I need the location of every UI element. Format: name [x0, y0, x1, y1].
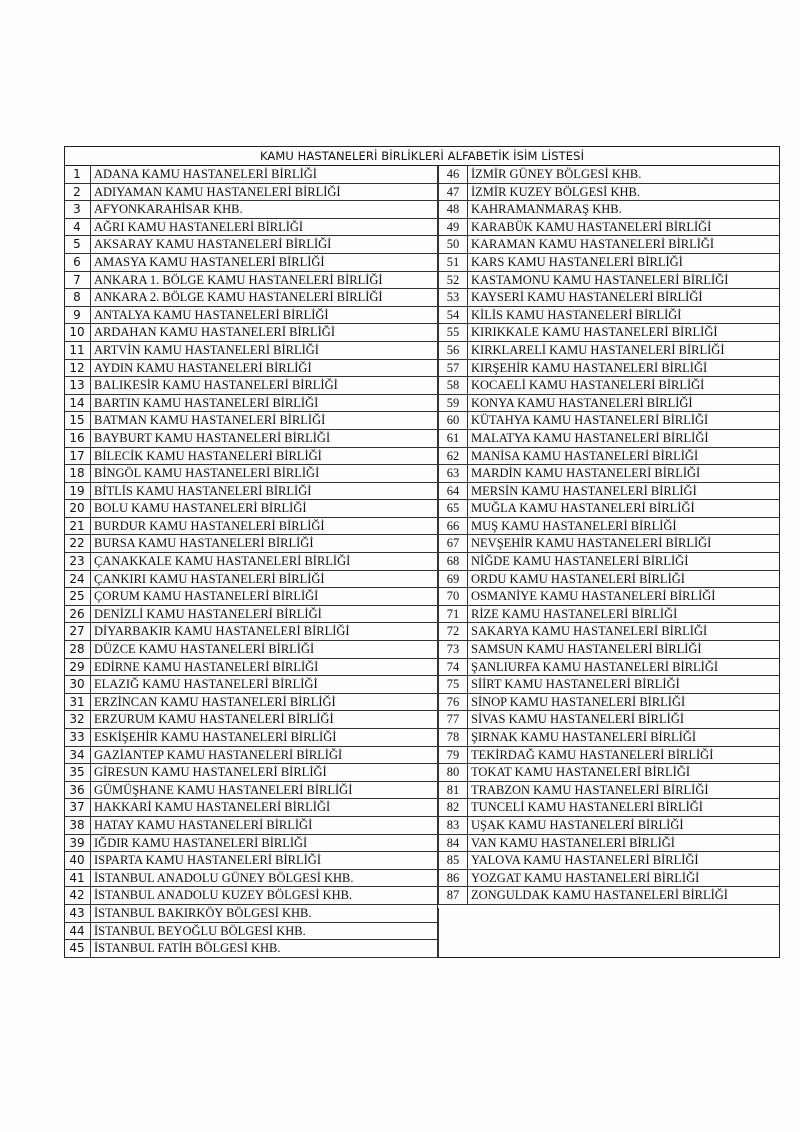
row-number: 13: [64, 377, 91, 394]
table-row: [64, 764, 438, 782]
row-number: 76: [439, 694, 468, 711]
union-name: BİLECİK KAMU HASTANELERİ BİRLİĞİ: [94, 448, 322, 463]
table-row: [438, 342, 780, 360]
table-row: [438, 412, 780, 430]
row-number: 64: [439, 483, 468, 500]
table-row: [438, 289, 780, 307]
union-name: ÇANKIRI KAMU HASTANELERİ BİRLİĞİ: [94, 571, 325, 586]
table-row: [438, 641, 780, 659]
table-row: [64, 184, 438, 202]
table-row: [64, 940, 438, 958]
row-number: 74: [439, 659, 468, 676]
union-name: KAYSERİ KAMU HASTANELERİ BİRLİĞİ: [471, 290, 703, 305]
table-row: [438, 588, 780, 606]
row-number: 80: [439, 764, 468, 781]
table-row: [438, 465, 780, 483]
table-row: [64, 272, 438, 290]
table-row: [438, 835, 780, 853]
row-number: 47: [439, 184, 468, 201]
table-row: [64, 852, 438, 870]
table-row: [64, 747, 438, 765]
row-number: 37: [64, 799, 91, 816]
row-number: 27: [64, 623, 91, 640]
row-number: 12: [64, 360, 91, 377]
union-name: ORDU KAMU HASTANELERİ BİRLİĞİ: [471, 571, 685, 586]
union-name: KIRŞEHİR KAMU HASTANELERİ BİRLİĞİ: [471, 360, 708, 375]
row-number: 16: [64, 430, 91, 447]
union-name: OSMANİYE KAMU HASTANELERİ BİRLİĞİ: [471, 589, 716, 604]
row-number: 56: [439, 342, 468, 359]
row-number: 17: [64, 448, 91, 465]
table-row: [64, 571, 438, 589]
table-row: [64, 641, 438, 659]
union-name: IĞDIR KAMU HASTANELERİ BİRLİĞİ: [94, 835, 308, 850]
union-name: BURDUR KAMU HASTANELERİ BİRLİĞİ: [94, 518, 325, 533]
union-name: İSTANBUL BAKIRKÖY BÖLGESİ KHB.: [94, 905, 312, 920]
row-number: 25: [64, 588, 91, 605]
union-name: TRABZON KAMU HASTANELERİ BİRLİĞİ: [471, 782, 709, 797]
row-number: 10: [64, 324, 91, 341]
table-row: [438, 535, 780, 553]
table-row: [438, 764, 780, 782]
table-row: [64, 535, 438, 553]
table-row: [64, 694, 438, 712]
table-row: [438, 201, 780, 219]
row-number: 8: [64, 289, 91, 306]
row-number: 42: [64, 887, 91, 904]
union-name: AFYONKARAHİSAR KHB.: [94, 202, 243, 217]
row-number: 32: [64, 711, 91, 728]
table-row: [64, 659, 438, 677]
row-number: 7: [64, 272, 91, 289]
row-number: 87: [439, 887, 468, 904]
row-number: 65: [439, 500, 468, 517]
union-name: GİRESUN KAMU HASTANELERİ BİRLİĞİ: [94, 765, 327, 780]
row-number: 26: [64, 606, 91, 623]
table-row: [438, 448, 780, 466]
row-number: 69: [439, 571, 468, 588]
table-row: [438, 360, 780, 378]
table-row: [64, 289, 438, 307]
row-number: 55: [439, 324, 468, 341]
row-number: 15: [64, 412, 91, 429]
table-row: [64, 236, 438, 254]
row-number: 82: [439, 799, 468, 816]
row-number: 46: [439, 166, 468, 183]
table-row: [438, 166, 780, 184]
row-number: 28: [64, 641, 91, 658]
union-name: BİNGÖL KAMU HASTANELERİ BİRLİĞİ: [94, 466, 320, 481]
union-name: ERZURUM KAMU HASTANELERİ BİRLİĞİ: [94, 712, 334, 727]
row-number: 45: [64, 940, 91, 957]
row-number: 61: [439, 430, 468, 447]
row-number: 83: [439, 817, 468, 834]
table-row: [64, 430, 438, 448]
union-name: ANKARA 2. BÖLGE KAMU HASTANELERİ BİRLİĞİ: [94, 290, 383, 305]
union-name: ANKARA 1. BÖLGE KAMU HASTANELERİ BİRLİĞİ: [94, 272, 383, 287]
table-row: [64, 905, 438, 923]
row-number: 33: [64, 729, 91, 746]
table-row: [64, 729, 438, 747]
union-name: SİNOP KAMU HASTANELERİ BİRLİĞİ: [471, 694, 686, 709]
table-row: [438, 307, 780, 325]
union-name: MUĞLA KAMU HASTANELERİ BİRLİĞİ: [471, 501, 695, 516]
row-number: 44: [64, 923, 91, 940]
row-number: 18: [64, 465, 91, 482]
table-row: [64, 606, 438, 624]
row-number: 72: [439, 623, 468, 640]
row-number: 3: [64, 201, 91, 218]
table-row: [438, 377, 780, 395]
row-number: 34: [64, 747, 91, 764]
table-row: [438, 518, 780, 536]
union-name: ZONGULDAK KAMU HASTANELERİ BİRLİĞİ: [471, 888, 728, 903]
table-row: [438, 219, 780, 237]
row-number: 9: [64, 307, 91, 324]
row-number: 75: [439, 676, 468, 693]
union-name: AĞRI KAMU HASTANELERİ BİRLİĞİ: [94, 219, 304, 234]
table-row: [438, 747, 780, 765]
row-number: 35: [64, 764, 91, 781]
row-number: 84: [439, 835, 468, 852]
row-number: 40: [64, 852, 91, 869]
union-name: NİĞDE KAMU HASTANELERİ BİRLİĞİ: [471, 554, 689, 569]
union-name: ADANA KAMU HASTANELERİ BİRLİĞİ: [94, 167, 317, 181]
table-row: [64, 518, 438, 536]
table-row: [438, 606, 780, 624]
row-number: 50: [439, 236, 468, 253]
union-name: MARDİN KAMU HASTANELERİ BİRLİĞİ: [471, 466, 701, 481]
table-row: [64, 500, 438, 518]
union-name: AMASYA KAMU HASTANELERİ BİRLİĞİ: [94, 254, 325, 269]
row-number: 14: [64, 395, 91, 412]
row-number: 24: [64, 571, 91, 588]
union-name: KASTAMONU KAMU HASTANELERİ BİRLİĞİ: [471, 272, 729, 287]
union-name: EDİRNE KAMU HASTANELERİ BİRLİĞİ: [94, 659, 319, 674]
table-row: [438, 184, 780, 202]
union-name: İSTANBUL ANADOLU KUZEY BÖLGESİ KHB.: [94, 888, 353, 903]
table-row: [64, 166, 438, 184]
table-row: [438, 729, 780, 747]
table-row: [438, 659, 780, 677]
union-name: MUŞ KAMU HASTANELERİ BİRLİĞİ: [471, 518, 677, 533]
union-name: KÜTAHYA KAMU HASTANELERİ BİRLİĞİ: [471, 413, 709, 428]
row-number: 19: [64, 483, 91, 500]
union-name: TUNCELİ KAMU HASTANELERİ BİRLİĞİ: [471, 800, 703, 815]
table-row: [64, 835, 438, 853]
row-number: 63: [439, 465, 468, 482]
right-column: [438, 166, 780, 905]
union-name: TOKAT KAMU HASTANELERİ BİRLİĞİ: [471, 765, 691, 780]
table-row: [64, 219, 438, 237]
table-row: [438, 870, 780, 888]
union-name: BURSA KAMU HASTANELERİ BİRLİĞİ: [94, 536, 314, 551]
union-name: RİZE KAMU HASTANELERİ BİRLİĞİ: [471, 606, 678, 621]
row-number: 41: [64, 870, 91, 887]
union-name: İSTANBUL BEYOĞLU BÖLGESİ KHB.: [94, 923, 306, 938]
row-number: 5: [64, 236, 91, 253]
union-name: ŞANLIURFA KAMU HASTANELERİ BİRLİĞİ: [471, 659, 719, 674]
table-row: [438, 236, 780, 254]
union-name: BATMAN KAMU HASTANELERİ BİRLİĞİ: [94, 413, 326, 428]
row-number: 53: [439, 289, 468, 306]
union-name: ARDAHAN KAMU HASTANELERİ BİRLİĞİ: [94, 325, 335, 340]
table-row: [64, 465, 438, 483]
union-name: UŞAK KAMU HASTANELERİ BİRLİĞİ: [471, 817, 684, 832]
union-name: KONYA KAMU HASTANELERİ BİRLİĞİ: [471, 395, 693, 410]
union-name: KARS KAMU HASTANELERİ BİRLİĞİ: [471, 254, 683, 269]
union-name: KAHRAMANMARAŞ KHB.: [471, 202, 622, 217]
row-number: 38: [64, 817, 91, 834]
row-number: 48: [439, 201, 468, 218]
union-name: KOCAELİ KAMU HASTANELERİ BİRLİĞİ: [471, 378, 705, 393]
union-name: BALIKESİR KAMU HASTANELERİ BİRLİĞİ: [94, 378, 338, 393]
table-row: [438, 623, 780, 641]
table-row: [64, 817, 438, 835]
table-row: [64, 799, 438, 817]
table-row: [64, 588, 438, 606]
row-number: 70: [439, 588, 468, 605]
table-row: [64, 923, 438, 941]
union-name: ÇANAKKALE KAMU HASTANELERİ BİRLİĞİ: [94, 554, 351, 569]
row-number: 2: [64, 184, 91, 201]
table-row: [438, 852, 780, 870]
row-number: 31: [64, 694, 91, 711]
union-name: MERSİN KAMU HASTANELERİ BİRLİĞİ: [471, 483, 697, 498]
table-row: [438, 254, 780, 272]
union-name: GAZİANTEP KAMU HASTANELERİ BİRLİĞİ: [94, 747, 343, 762]
row-number: 60: [439, 412, 468, 429]
list-title: KAMU HASTANELERİ BİRLİKLERİ ALFABETİK İSİM LİSTESİ: [259, 149, 585, 163]
union-name: YALOVA KAMU HASTANELERİ BİRLİĞİ: [471, 853, 699, 868]
table-row: [64, 483, 438, 501]
row-number: 23: [64, 553, 91, 570]
union-name: AKSARAY KAMU HASTANELERİ BİRLİĞİ: [94, 237, 332, 252]
table-row: [438, 817, 780, 835]
union-name: ÇORUM KAMU HASTANELERİ BİRLİĞİ: [94, 589, 319, 604]
union-name: GÜMÜŞHANE KAMU HASTANELERİ BİRLİĞİ: [94, 782, 353, 797]
row-number: 30: [64, 676, 91, 693]
table-row: [64, 623, 438, 641]
union-name: HATAY KAMU HASTANELERİ BİRLİĞİ: [94, 817, 313, 832]
row-number: 36: [64, 782, 91, 799]
union-name: İSTANBUL ANADOLU GÜNEY BÖLGESİ KHB.: [94, 870, 354, 885]
row-number: 78: [439, 729, 468, 746]
row-number: 6: [64, 254, 91, 271]
table-row: [438, 553, 780, 571]
union-name: MALATYA KAMU HASTANELERİ BİRLİĞİ: [471, 430, 709, 445]
row-number: 73: [439, 641, 468, 658]
union-name: KİLİS KAMU HASTANELERİ BİRLİĞİ: [471, 307, 682, 322]
row-number: 22: [64, 535, 91, 552]
union-name: ELAZIĞ KAMU HASTANELERİ BİRLİĞİ: [94, 677, 318, 692]
left-column: [64, 166, 438, 958]
row-number: 71: [439, 606, 468, 623]
table-row: [438, 887, 780, 905]
table-row: [64, 448, 438, 466]
union-name: SİVAS KAMU HASTANELERİ BİRLİĞİ: [471, 712, 685, 727]
row-number: 29: [64, 659, 91, 676]
table-row: [438, 324, 780, 342]
row-number: 51: [439, 254, 468, 271]
table-row: [438, 799, 780, 817]
table-row: [64, 377, 438, 395]
union-name: SAKARYA KAMU HASTANELERİ BİRLİĞİ: [471, 624, 708, 639]
row-number: 85: [439, 852, 468, 869]
table-row: [438, 782, 780, 800]
union-name: VAN KAMU HASTANELERİ BİRLİĞİ: [471, 835, 675, 850]
row-number: 43: [64, 905, 91, 922]
table-row: [438, 711, 780, 729]
table-row: [64, 201, 438, 219]
union-name: SİİRT KAMU HASTANELERİ BİRLİĞİ: [471, 677, 680, 692]
union-name: KIRIKKALE KAMU HASTANELERİ BİRLİĞİ: [471, 325, 718, 340]
union-name: KARAMAN KAMU HASTANELERİ BİRLİĞİ: [471, 237, 715, 252]
row-number: 81: [439, 782, 468, 799]
row-number: 66: [439, 518, 468, 535]
table-row: [438, 676, 780, 694]
table-row: [438, 571, 780, 589]
union-name: BARTIN KAMU HASTANELERİ BİRLİĞİ: [94, 395, 319, 410]
union-name: ERZİNCAN KAMU HASTANELERİ BİRLİĞİ: [94, 694, 336, 709]
table-row: [64, 870, 438, 888]
table-row: [64, 782, 438, 800]
row-number: 86: [439, 870, 468, 887]
table-row: [438, 430, 780, 448]
table-row: [438, 483, 780, 501]
union-name: ISPARTA KAMU HASTANELERİ BİRLİĞİ: [94, 853, 322, 868]
union-name: BOLU KAMU HASTANELERİ BİRLİĞİ: [94, 501, 307, 516]
union-name: BAYBURT KAMU HASTANELERİ BİRLİĞİ: [94, 430, 331, 445]
row-number: 52: [439, 272, 468, 289]
union-name: ESKİŞEHİR KAMU HASTANELERİ BİRLİĞİ: [94, 730, 337, 744]
union-name: HAKKARİ KAMU HASTANELERİ BİRLİĞİ: [94, 800, 331, 815]
union-name: SAMSUN KAMU HASTANELERİ BİRLİĞİ: [471, 642, 702, 657]
table-row: [438, 395, 780, 413]
union-name: TEKİRDAĞ KAMU HASTANELERİ BİRLİĞİ: [471, 747, 714, 762]
union-name: MANİSA KAMU HASTANELERİ BİRLİĞİ: [471, 448, 699, 463]
union-name: NEVŞEHİR KAMU HASTANELERİ BİRLİĞİ: [471, 536, 712, 551]
row-number: 4: [64, 219, 91, 236]
row-number: 11: [64, 342, 91, 359]
union-name: İZMİR GÜNEY BÖLGESİ KHB.: [471, 167, 642, 181]
union-name: KIRKLARELİ KAMU HASTANELERİ BİRLİĞİ: [471, 342, 725, 357]
union-name: KARABÜK KAMU HASTANELERİ BİRLİĞİ: [471, 219, 712, 234]
row-number: 21: [64, 518, 91, 535]
table-row: [64, 254, 438, 272]
row-number: 49: [439, 219, 468, 236]
union-name: ARTVİN KAMU HASTANELERİ BİRLİĞİ: [94, 342, 319, 357]
union-name: İZMİR KUZEY BÖLGESİ KHB.: [471, 184, 640, 199]
union-name: DİYARBAKIR KAMU HASTANELERİ BİRLİĞİ: [94, 624, 350, 639]
table-row: [438, 694, 780, 712]
union-name: ADIYAMAN KAMU HASTANELERİ BİRLİĞİ: [94, 184, 341, 199]
row-number: 68: [439, 553, 468, 570]
row-number: 39: [64, 835, 91, 852]
table-row: [64, 887, 438, 905]
table-row: [64, 395, 438, 413]
row-number: 1: [64, 166, 91, 183]
union-name: ŞIRNAK KAMU HASTANELERİ BİRLİĞİ: [471, 730, 697, 744]
union-name: İSTANBUL FATİH BÖLGESİ KHB.: [94, 941, 281, 956]
union-name: YOZGAT KAMU HASTANELERİ BİRLİĞİ: [471, 870, 700, 885]
table-row: [64, 307, 438, 325]
table-row: [64, 711, 438, 729]
row-number: 20: [64, 500, 91, 517]
right-column-empty-area: [438, 908, 780, 958]
table-row: [64, 324, 438, 342]
table-row: [438, 500, 780, 518]
union-name: DENİZLİ KAMU HASTANELERİ BİRLİĞİ: [94, 606, 322, 621]
table-row: [64, 412, 438, 430]
union-name: BİTLİS KAMU HASTANELERİ BİRLİĞİ: [94, 483, 312, 498]
row-number: 59: [439, 395, 468, 412]
union-name: ANTALYA KAMU HASTANELERİ BİRLİĞİ: [94, 307, 329, 322]
table-row: [64, 360, 438, 378]
table-row: [64, 676, 438, 694]
row-number: 54: [439, 307, 468, 324]
row-number: 79: [439, 747, 468, 764]
row-number: 67: [439, 535, 468, 552]
union-name: DÜZCE KAMU HASTANELERİ BİRLİĞİ: [94, 642, 315, 657]
row-number: 62: [439, 448, 468, 465]
row-number: 58: [439, 377, 468, 394]
table-row: [64, 342, 438, 360]
union-name: AYDIN KAMU HASTANELERİ BİRLİĞİ: [94, 360, 312, 375]
table-row: [64, 553, 438, 571]
row-number: 77: [439, 711, 468, 728]
row-number: 57: [439, 360, 468, 377]
table-row: [438, 272, 780, 290]
